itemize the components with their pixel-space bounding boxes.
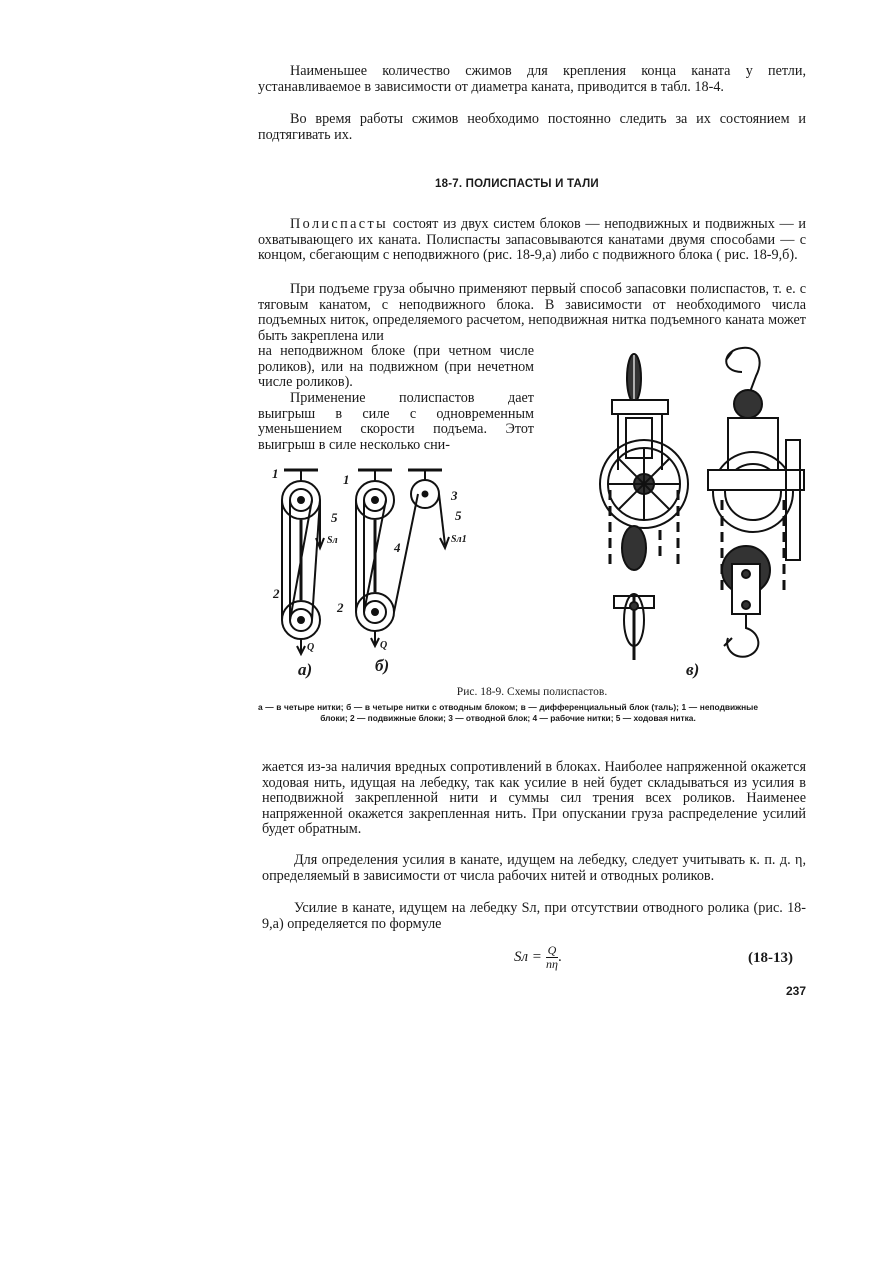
label-q-b: Q	[380, 640, 388, 651]
paragraph-3-text: состоят из двух систем блоков — неподвижных и подвижных — и охватывающего их каната. Полиспасты запасовываются канатами двумя способами — с концом, сбегающим с неподвижного (рис. 18-9,а) либо с подвижного блока ( рис. 18-9,б).	[258, 216, 806, 264]
formula-lhs: Sл	[514, 948, 529, 965]
label-1-a: 1	[272, 466, 279, 481]
paragraph-1: Наименьшее количество сжимов для крепления конца каната у петли, устанавливаемое в зависимости от диаметра каната, приводится в табл. 18-4.	[258, 63, 806, 95]
page-number: 237	[786, 984, 807, 998]
paragraph-7: Для определения усилия в канате, идущем на лебедку, следует учитывать к. п. д. η, определяемый в зависимости от числа рабочих нитей и отводных роликов.	[262, 852, 806, 884]
label-a: а)	[298, 660, 313, 679]
formula-numerator: Q	[547, 943, 557, 957]
formula-18-13: Sл = $\frac{Q}{n\eta}$ .	[514, 943, 563, 971]
label-q-a: Q	[307, 642, 315, 653]
formula-number: (18-13)	[748, 950, 793, 966]
scheme-v-diagram	[600, 348, 804, 660]
paragraph-4: При подъеме груза обычно применяют первый способ запасовки полиспастов, т. е. с тяговым канатом, с неподвижного блока. В зависимости от необходимого числа подъемных ниток, определяемого расчетом, неподвижная нитка подъемного каната может быть закреплена или	[258, 281, 806, 344]
label-3-b: 3	[451, 488, 458, 503]
label-5-b: 5	[455, 508, 462, 523]
term-polispasty: Полиспасты	[290, 216, 389, 232]
label-1-b: 1	[343, 472, 350, 487]
label-5-a: 5	[331, 510, 338, 525]
figure-caption: Рис. 18-9. Схемы полиспастов.	[456, 686, 608, 698]
paragraph-8: Усилие в канате, идущем на лебедку Sл, при отсутствии отводного ролика (рис. 18-9,а) определяется по формуле	[262, 900, 806, 932]
scheme-b-diagram	[356, 470, 449, 646]
paragraph-2: Во время работы сжимов необходимо постоянно следить за их состоянием и подтягивать их.	[258, 111, 806, 143]
scheme-a-diagram	[282, 470, 324, 654]
label-v: в)	[686, 660, 700, 679]
label-4-b: 4	[394, 540, 401, 555]
paragraph-4-continued: на неподвижном блоке (при четном числе роликов), или на подвижном (при нечетном числе роликов).	[258, 343, 534, 391]
label-b: б)	[375, 656, 390, 675]
figure-legend: а — в четыре нитки; б — в четыре нитки с отводным блоком; в — дифференциальный блок (таль); 1 — неподвижные блоки; 2 — подвижные блоки; 3 — отводной блок; 4 — рабочие нитки; 5 — ходовая нитка.	[258, 702, 758, 723]
paragraph-6: жается из-за наличия вредных сопротивлений в блоках. Наиболее напряженной окажется ходовая нить, идущая на лебедку, так как усилие в ней будет складываться из усилия в неподвижной закрепленной нити и суммы сил трения всех роликов. Наименее напряженной окажется закрепленная нить. При опускании груза распределение усилий будет обратным.	[262, 759, 806, 838]
formula-denominator: nη	[546, 957, 558, 971]
section-title: 18-7. ПОЛИСПАСТЫ И ТАЛИ	[435, 178, 599, 190]
label-s-b: Sл1	[451, 534, 467, 545]
label-s-a: Sл	[327, 535, 338, 546]
label-2-b: 2	[337, 600, 344, 615]
label-2-a: 2	[273, 586, 280, 601]
paragraph-5: Применение полиспастов дает выигрыш в силе с одновременным уменьшением скорости подъема. Этот выигрыш в силе несколько сни-	[258, 390, 534, 453]
